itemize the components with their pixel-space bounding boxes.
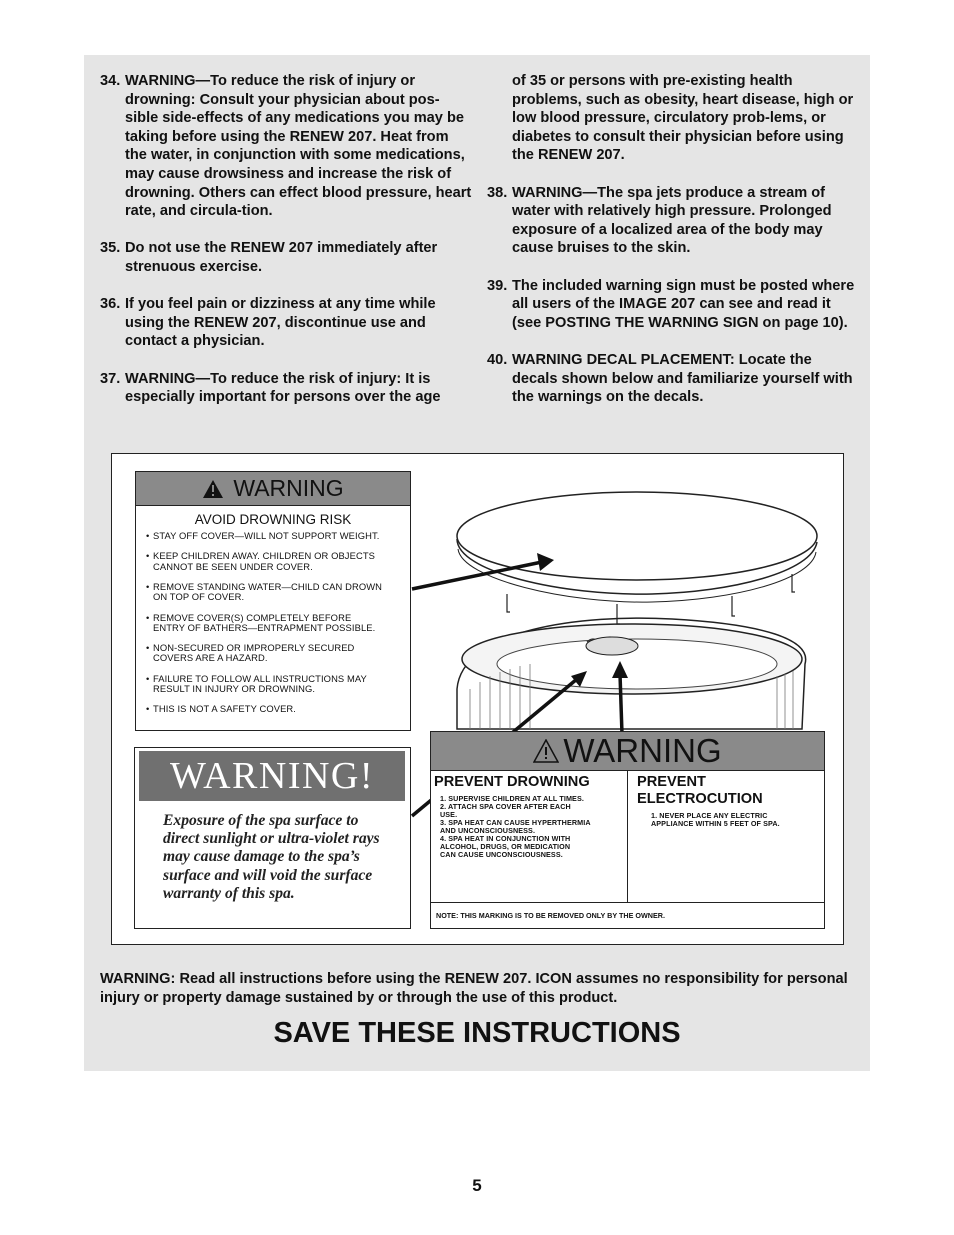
- decal-header-text: WARNING!: [139, 751, 405, 801]
- item-number: 35.: [100, 240, 121, 257]
- instruction-item: [100, 370, 472, 407]
- cover-warning-decal: [135, 471, 411, 731]
- drowning-list: [434, 795, 624, 859]
- closing-warning: WARNING: Read all instructions before using the RENEW 207. ICON assumes no responsibility for personal injury or property damage sustained by or through the use of this product.: [100, 971, 848, 1006]
- decal-subtitle: AVOID DROWNING RISK: [194, 512, 352, 527]
- list-item: 4. SPA HEAT IN CONJUNCTION WITH ALCOHOL, DRUGS, OR MEDICATION CAN CAUSE UNCONSCIOUSNESS.: [440, 834, 571, 859]
- spa-warning-decal: [430, 731, 825, 929]
- item-number: 37.: [100, 370, 121, 387]
- warning-triangle-icon: [533, 739, 559, 763]
- decal-header: [431, 732, 824, 771]
- decal-columns: [431, 771, 824, 901]
- spa-cover: [457, 492, 817, 624]
- item-text: WARNING—To reduce the risk of injury or drowning: Consult your physician about pos-sible side-effects of any medications you may be taking before using the RENEW 207. Heat from the water, in conjunction with some medications, may cause drowsiness and increase the risk of drowning. Others can effect blood pressure, heart rate, and circula-tion.: [125, 73, 472, 220]
- save-instructions-heading: SAVE THESE INSTRUCTIONS: [273, 1017, 681, 1049]
- list-item: • REMOVE STANDING WATER—CHILD CAN DROWN ON TOP OF COVER.: [146, 582, 404, 602]
- decal-placement-figure: [111, 453, 844, 945]
- list-item: 3. SPA HEAT CAN CAUSE HYPERTHERMIA AND UNCONSCIOUSNESS.: [440, 818, 591, 835]
- item-number: 39.: [487, 277, 508, 294]
- item-text: WARNING—The spa jets produce a stream of water with relatively high pressure. Prolonged exposure of a localized area of the body may cause bruises to the skin.: [512, 184, 832, 257]
- instruction-item: [100, 239, 472, 276]
- list-item: • REMOVE COVER(S) COMPLETELY BEFORE ENTRY OF BATHERS—ENTRAPMENT POSSIBLE.: [146, 613, 404, 633]
- section-title: PREVENT DROWNING: [434, 774, 590, 790]
- item-text: WARNING DECAL PLACEMENT: Locate the decals shown below and familiarize yourself with the warnings on the decals.: [512, 351, 853, 406]
- instruction-item: [487, 184, 857, 258]
- item-number: 34.: [100, 73, 121, 89]
- list-item: • KEEP CHILDREN AWAY. CHILDREN OR OBJECTS CANNOT BE SEEN UNDER COVER.: [146, 551, 404, 571]
- sunlight-warning-decal: [134, 747, 411, 929]
- instruction-item: [487, 277, 857, 333]
- instruction-item: [100, 295, 472, 351]
- page-number: 5: [472, 1176, 482, 1195]
- decal-body: Exposure of the spa surface to direct sunlight or ultra-violet rays may cause damage to the spa’s surface and will void the surface warranty of this spa.: [163, 812, 380, 902]
- list-item: 1. SUPERVISE CHILDREN AT ALL TIMES.: [440, 794, 584, 803]
- item-text: of 35 or persons with pre-existing health problems, such as obesity, heart disease, high or low blood pressure, circulatory prob-lems, or diabetes to consult their physician before using the RENEW 207.: [512, 73, 854, 164]
- item-text: Do not use the RENEW 207 immediately after strenuous exercise.: [125, 240, 438, 275]
- instruction-continuation: [487, 72, 857, 165]
- instruction-item: [487, 351, 857, 407]
- warning-triangle-icon: [202, 479, 224, 499]
- section-title: PREVENT ELECTROCUTION: [637, 774, 763, 807]
- cover-warning-list: [136, 531, 410, 715]
- list-item: 1. NEVER PLACE ANY ELECTRIC APPLIANCE WITHIN 5 FEET OF SPA.: [651, 811, 780, 828]
- list-item: • STAY OFF COVER—WILL NOT SUPPORT WEIGHT.: [146, 531, 404, 541]
- list-item: • FAILURE TO FOLLOW ALL INSTRUCTIONS MAY RESULT IN INJURY OR DROWNING.: [146, 674, 404, 694]
- decal-header-text: WARNING: [233, 475, 344, 501]
- decal-note: NOTE: THIS MARKING IS TO BE REMOVED ONLY BY THE OWNER.: [431, 902, 824, 928]
- list-item: 2. ATTACH SPA COVER AFTER EACH USE.: [440, 802, 571, 819]
- column-divider: [627, 771, 628, 902]
- item-text: WARNING—To reduce the risk of injury: It is especially important for persons over the age: [125, 370, 441, 406]
- electrocution-list: [637, 812, 822, 828]
- right-column: [487, 72, 857, 425]
- list-item: • NON-SECURED OR IMPROPERLY SECURED COVERS ARE A HAZARD.: [146, 643, 404, 663]
- item-text: The included warning sign must be posted where all users of the IMAGE 207 can see and read it (see POSTING THE WARNING SIGN on page 10).: [512, 277, 855, 331]
- left-column: [100, 72, 472, 425]
- item-text: If you feel pain or dizziness at any time while using the RENEW 207, discontinue use and contact a physician.: [125, 296, 436, 350]
- spa-tub: [457, 618, 806, 729]
- prevent-electrocution-section: [637, 774, 822, 828]
- decal-header: [136, 472, 410, 506]
- decal-header-text: WARNING: [563, 732, 722, 769]
- item-number: 38.: [487, 184, 508, 201]
- instruction-item: [100, 72, 472, 221]
- list-item: • THIS IS NOT A SAFETY COVER.: [146, 704, 404, 714]
- item-number: 40.: [487, 351, 508, 368]
- item-number: 36.: [100, 296, 121, 313]
- instructions-panel: [84, 55, 870, 1071]
- prevent-drowning-section: [434, 774, 624, 859]
